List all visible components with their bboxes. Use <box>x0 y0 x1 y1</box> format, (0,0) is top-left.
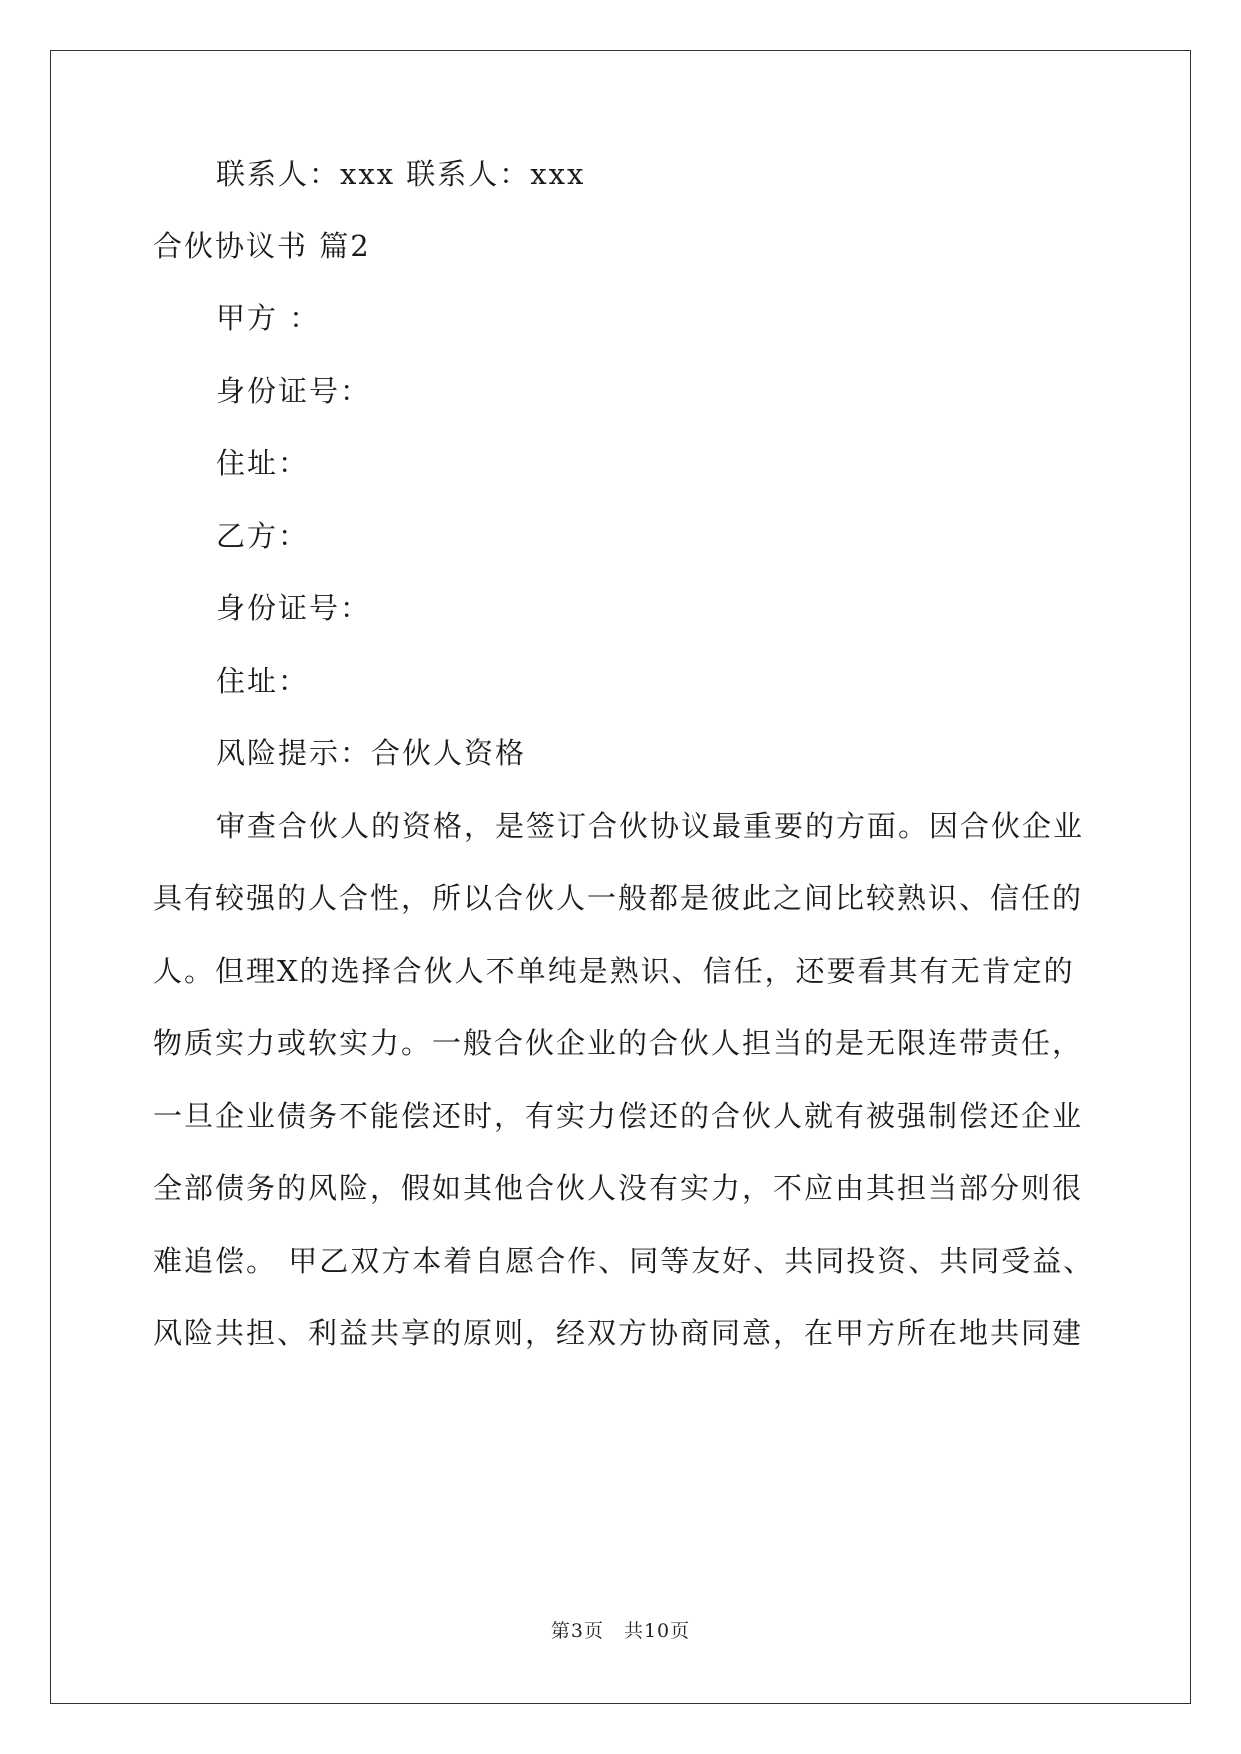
field-party-b-id: 身份证号： <box>216 591 372 625</box>
paragraph-line: 审查合伙人的资格，是签订合伙协议最重要的方面。因合伙企业 <box>216 809 1085 843</box>
section-title: 合伙协议书 篇2 <box>153 229 371 263</box>
field-party-b-address: 住址： <box>216 664 310 698</box>
paragraph-line: 难追偿。 甲乙双方本着自愿合作、同等友好、共同投资、共同受益、 <box>153 1244 1095 1278</box>
field-party-a: 甲方 ： <box>216 301 321 335</box>
paragraph-line: 风险共担、利益共享的原则，经双方协商同意，在甲方所在地共同建 <box>153 1316 1084 1350</box>
paragraph-line: 一旦企业债务不能偿还时，有实力偿还的合伙人就有被强制偿还企业 <box>153 1099 1084 1133</box>
risk-heading: 风险提示：合伙人资格 <box>216 736 527 770</box>
field-party-a-address: 住址： <box>216 446 310 480</box>
paragraph-line: 具有较强的人合性，所以合伙人一般都是彼此之间比较熟识、信任的 <box>153 881 1084 915</box>
paragraph-line: 物质实力或软实力。一般合伙企业的合伙人担当的是无限连带责任， <box>153 1026 1084 1060</box>
paragraph-line: 人。但理X的选择合伙人不单纯是熟识、信任，还要看其有无肯定的 <box>153 954 1075 988</box>
paragraph-line: 全部债务的风险，假如其他合伙人没有实力，不应由其担当部分则很 <box>153 1171 1084 1205</box>
contact-line: 联系人：xxx 联系人：xxx <box>216 157 586 191</box>
field-party-b: 乙方： <box>216 519 310 553</box>
page-number-footer: 第3页 共10页 <box>550 1620 691 1642</box>
field-party-a-id: 身份证号： <box>216 374 372 408</box>
